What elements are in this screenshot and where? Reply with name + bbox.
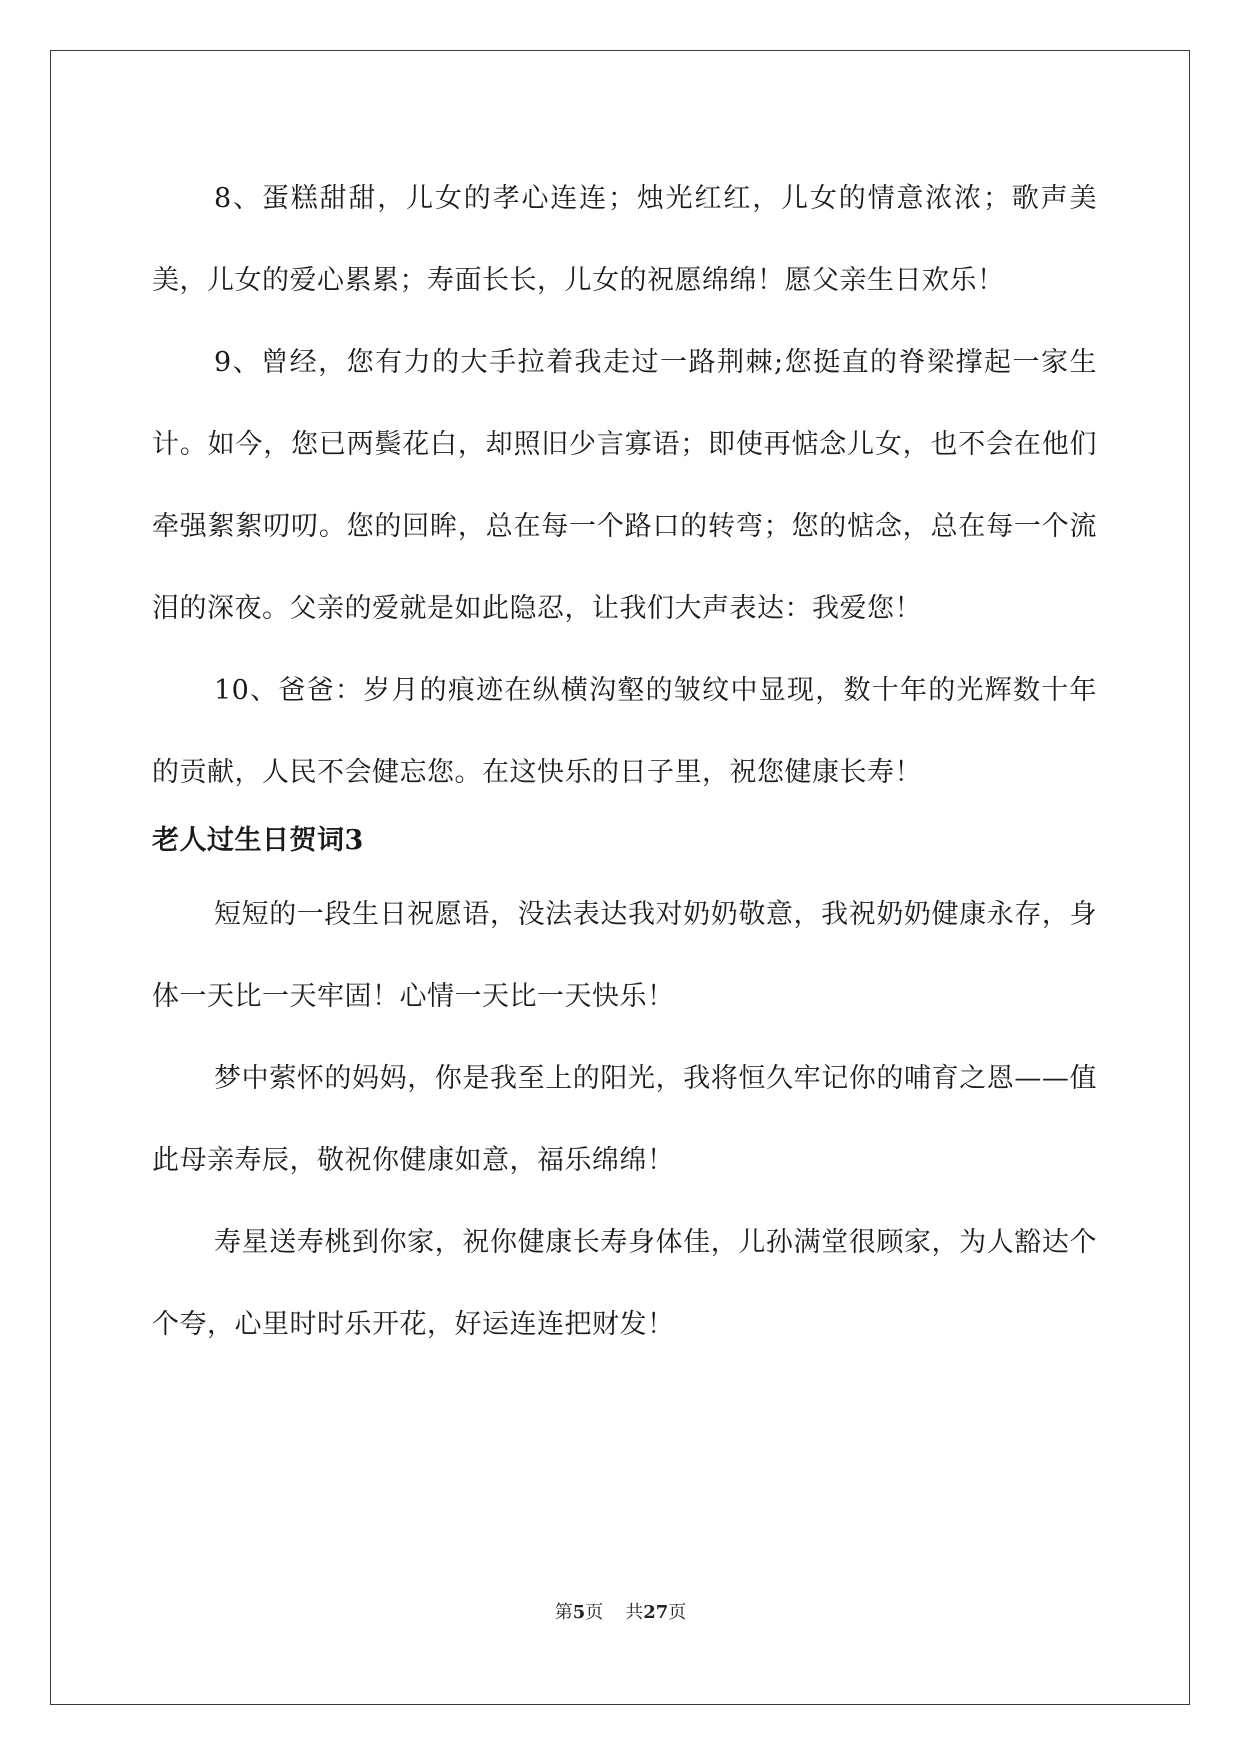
paragraph-10: 10、爸爸：岁月的痕迹在纵横沟壑的皱纹中显现，数十年的光辉数十年的贡献，人民不会健忘您。在这快乐的日子里，祝您健康长寿！ (152, 675, 1097, 788)
paragraph-grandma-wish: 短短的一段生日祝愿语，没法表达我对奶奶敬意，我祝奶奶健康永存，身体一天比一天牢固！心情一天比一天快乐！ (152, 899, 1097, 1012)
page-number: 5 (572, 1602, 586, 1623)
total-pages: 27 (643, 1602, 669, 1623)
paragraph-longevity-wish: 寿星送寿桃到你家，祝你健康长寿身体佳，儿孙满堂很顾家，为人豁达个个夸，心里时时乐开花，好运连连把财发！ (152, 1227, 1097, 1340)
page-suffix: 页 (585, 1602, 604, 1623)
paragraph-9: 9、曾经，您有力的大手拉着我走过一路荆棘;您挺直的脊梁撑起一家生计。如今，您已两鬓花白，却照旧少言寡语；即使再惦念儿女，也不会在他们牵强絮絮叨叨。您的回眸，总在每一个路口的转弯；您的惦念，总在每一个流泪的深夜。父亲的爱就是如此隐忍，让我们大声表达：我爱您！ (152, 347, 1097, 624)
page-footer (0, 1598, 1241, 1624)
paragraph-8: 8、蛋糕甜甜，儿女的孝心连连；烛光红红，儿女的情意浓浓；歌声美美，儿女的爱心累累；寿面长长，儿女的祝愿绵绵！愿父亲生日欢乐！ (152, 183, 1097, 296)
section-heading: 老人过生日贺词3 (152, 825, 364, 856)
page-prefix: 第 (554, 1602, 573, 1623)
total-suffix: 页 (668, 1602, 687, 1623)
total-prefix: 共 (625, 1602, 644, 1623)
paragraph-mother-wish: 梦中萦怀的妈妈，你是我至上的阳光，我将恒久牢记你的哺育之恩——值此母亲寿辰，敬祝你健康如意，福乐绵绵！ (152, 1063, 1097, 1176)
document-body (152, 158, 1097, 1366)
